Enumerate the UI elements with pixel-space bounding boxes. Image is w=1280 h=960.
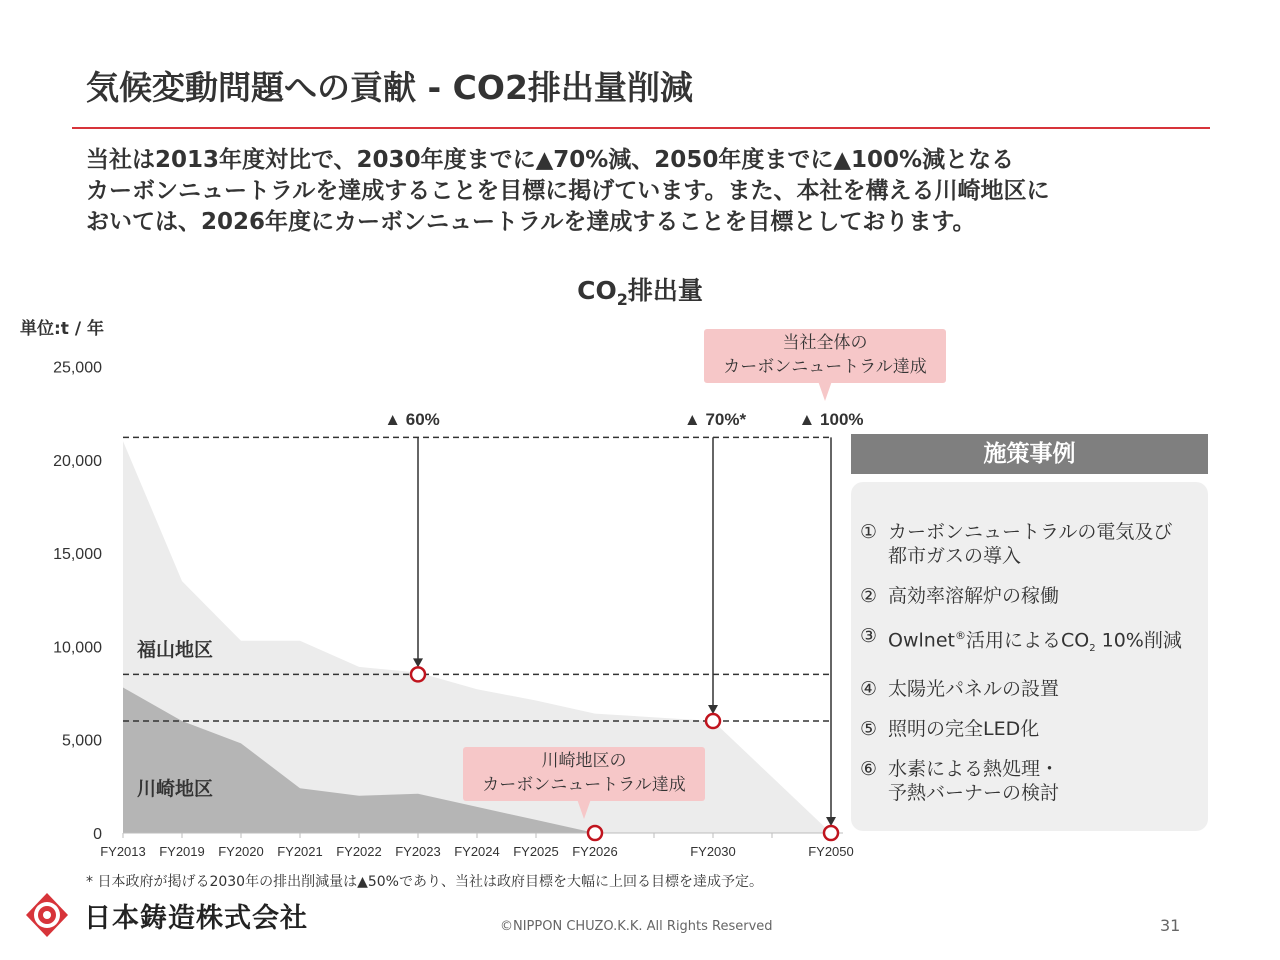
y-tick-label: 0: [93, 826, 102, 843]
intro-line: カーボンニュートラルを達成することを目標に掲げています。また、本社を構える川崎地区に: [86, 178, 1050, 204]
measure-text: 活用によるCO: [965, 629, 1090, 652]
kawasaki-neutral-callout: [463, 747, 705, 801]
x-tick-label: FY2030: [690, 844, 736, 859]
measure-text: 水素による熱処理・: [888, 758, 1060, 781]
x-tick-label: FY2023: [395, 844, 441, 859]
page-title: 気候変動問題への貢献 - CO2排出量削減: [86, 68, 693, 107]
x-tick-label: FY2026: [572, 844, 618, 859]
target-label: ▲ 60%: [384, 410, 440, 429]
registered-mark: ®: [954, 629, 966, 642]
measure-text: 太陽光パネルの設置: [888, 678, 1060, 701]
measure-number: ⑥: [860, 758, 878, 781]
x-tick-label: FY2020: [218, 844, 264, 859]
intro-line: おいては、2026年度にカーボンニュートラルを達成することを目標としております。: [86, 209, 976, 235]
measure-text: 照明の完全LED化: [888, 718, 1040, 741]
measure-text: カーボンニュートラルの電気及び: [888, 521, 1173, 543]
x-tick-label: FY2025: [513, 844, 559, 859]
measures-header: 施策事例: [851, 434, 1208, 474]
callout-line: カーボンニュートラル達成: [482, 775, 686, 795]
measure-item: [860, 520, 1205, 568]
measure-text: 高効率溶解炉の稼働: [888, 585, 1060, 607]
y-tick-label: 20,000: [53, 452, 102, 470]
target-marker: [824, 826, 838, 840]
callout-line: カーボンニュートラル達成: [723, 357, 927, 377]
x-tick-label: FY2024: [454, 844, 500, 859]
y-tick-label: 15,000: [53, 546, 102, 564]
measure-text: 予熱バーナーの検討: [888, 782, 1060, 805]
target-arrow-head: [708, 705, 718, 714]
chart-title-main: CO: [577, 276, 617, 305]
target-label: ▲ 100%: [798, 410, 864, 429]
series-label-kawasaki: 川崎地区: [137, 779, 214, 800]
measure-text: 10%削減: [1095, 629, 1182, 652]
measure-item: [860, 677, 1205, 701]
measure-subscript: 2: [1089, 643, 1096, 655]
measure-number: ②: [860, 585, 878, 607]
measure-text: Owlnet: [888, 629, 955, 652]
chart-title-rest: 排出量: [627, 276, 703, 305]
measure-number: ③: [860, 625, 878, 647]
chart-title-subscript: 2: [616, 290, 628, 309]
callout-pointer: [818, 381, 832, 401]
target-arrow-head: [413, 658, 423, 667]
series-label-fukuyama: 福山地区: [137, 640, 214, 661]
y-tick-label: 5,000: [61, 732, 102, 750]
kawasaki-neutral-marker: [588, 826, 602, 840]
copyright: ©NIPPON CHUZO.K.K. All Rights Reserved: [500, 919, 773, 934]
y-tick-label: 25,000: [53, 359, 102, 377]
measure-text: 都市ガスの導入: [888, 545, 1022, 567]
callout-line: 川崎地区の: [541, 751, 627, 771]
measure-item: [860, 757, 1205, 805]
target-label: ▲ 70%*: [683, 410, 747, 429]
callout-pointer: [577, 799, 591, 819]
measure-item: [860, 584, 1205, 608]
measures-list: [860, 520, 1205, 821]
x-tick-label: FY2021: [277, 844, 323, 859]
target-marker: [706, 714, 720, 728]
x-tick-label: FY2019: [159, 844, 205, 859]
measure-number: ④: [860, 678, 878, 701]
page-number: 31: [1160, 916, 1181, 935]
footnote: * 日本政府が掲げる2030年の排出削減量は▲50%であり、当社は政府目標を大幅に上回る目標を達成予定。: [86, 874, 763, 890]
measure-item: [860, 624, 1205, 661]
measure-item: [860, 717, 1205, 741]
unit-label: 単位:t / 年: [20, 319, 104, 339]
callout-line: 当社全体の: [782, 333, 868, 353]
x-tick-label: FY2050: [808, 844, 854, 859]
measure-number: ①: [860, 521, 878, 543]
company-logo: [22, 892, 382, 938]
target-marker: [411, 667, 425, 681]
company-neutral-callout: [704, 329, 946, 383]
x-tick-label: FY2022: [336, 844, 382, 859]
measure-number: ⑤: [860, 718, 878, 741]
y-tick-label: 10,000: [53, 639, 102, 657]
logo-mark-icon: [22, 892, 72, 938]
x-tick-label: FY2013: [100, 844, 146, 859]
target-arrow-head: [826, 817, 836, 826]
intro-line: 当社は2013年度対比で、2030年度までに▲70%減、2050年度までに▲100%減となる: [86, 147, 1015, 173]
company-name: 日本鋳造株式会社: [84, 903, 308, 934]
